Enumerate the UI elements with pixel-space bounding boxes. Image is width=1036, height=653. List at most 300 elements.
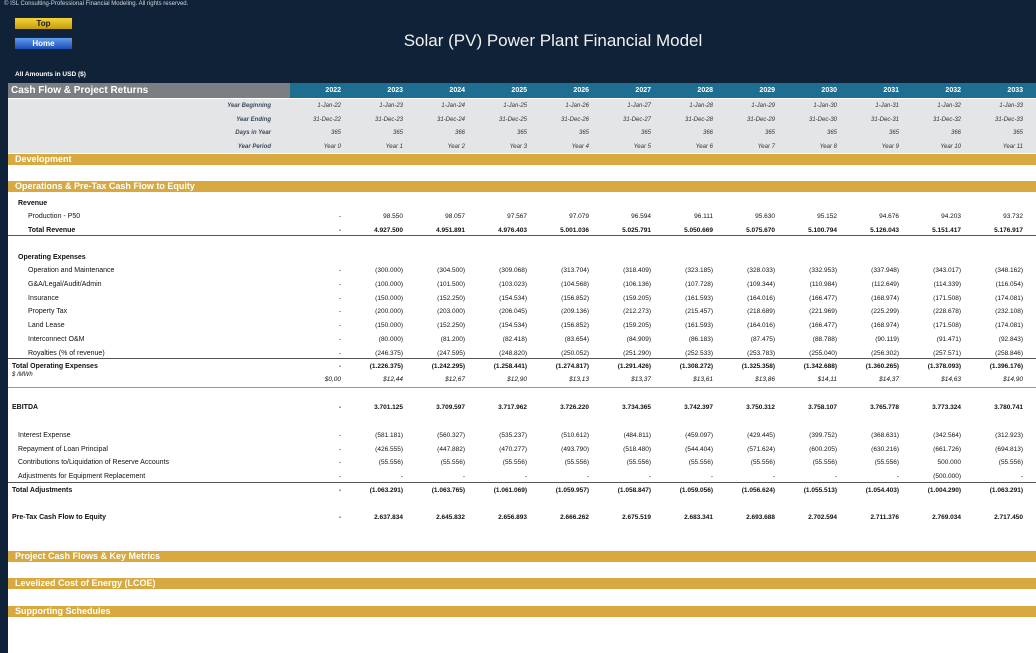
cell[interactable]: (91.471): [936, 336, 961, 343]
year-header[interactable]: 2026: [573, 87, 589, 94]
cell[interactable]: 96.111: [694, 213, 713, 220]
section-title: Development: [15, 154, 72, 164]
cell[interactable]: (1.063.291): [369, 487, 403, 494]
cell[interactable]: (55.556): [750, 459, 775, 466]
year-header[interactable]: 2028: [697, 87, 713, 94]
cell[interactable]: 98.057: [445, 213, 465, 220]
cell[interactable]: (81.200): [440, 336, 465, 343]
cell[interactable]: (84.909): [626, 336, 651, 343]
cell[interactable]: 5.050.669: [684, 227, 713, 234]
cell[interactable]: 3.726.220: [560, 404, 589, 411]
cell[interactable]: (152.250): [437, 295, 465, 302]
cell[interactable]: -: [710, 473, 713, 480]
cell[interactable]: (55.556): [626, 459, 651, 466]
cell[interactable]: 31-Dec-33: [994, 116, 1023, 123]
cell[interactable]: Year 6: [695, 143, 713, 150]
cell[interactable]: (164.016): [747, 322, 775, 329]
cell[interactable]: Year 10: [940, 143, 961, 150]
section-development[interactable]: [8, 154, 1036, 165]
cell[interactable]: (1.325.358): [741, 363, 775, 370]
cell[interactable]: (168.974): [871, 322, 899, 329]
cell[interactable]: 3.765.778: [870, 404, 899, 411]
cell[interactable]: Year 9: [881, 143, 899, 150]
cell[interactable]: (318.409): [623, 267, 651, 274]
cell[interactable]: 1-Jan-23: [379, 103, 403, 109]
cell[interactable]: (694.813): [995, 446, 1023, 453]
cell[interactable]: (343.017): [933, 267, 961, 274]
cell[interactable]: 94.203: [941, 213, 961, 220]
cell[interactable]: (100.000): [375, 281, 403, 288]
cell[interactable]: (90.119): [875, 336, 899, 343]
cell[interactable]: (493.790): [561, 446, 589, 453]
cell[interactable]: 94.676: [879, 213, 899, 220]
cell[interactable]: 3.717.962: [498, 404, 527, 411]
cell[interactable]: -: [400, 473, 403, 480]
cell[interactable]: 3.734.365: [622, 404, 651, 411]
cell[interactable]: 365: [578, 130, 589, 136]
section-operations[interactable]: [8, 181, 1036, 192]
cell[interactable]: (247.595): [437, 350, 465, 357]
cell[interactable]: (342.564): [933, 432, 961, 439]
cell[interactable]: 5.176.917: [994, 227, 1023, 234]
cell[interactable]: (1.258.441): [493, 363, 527, 370]
cell[interactable]: (152.250): [437, 322, 465, 329]
cell[interactable]: Year 7: [757, 143, 775, 150]
cell[interactable]: -: [338, 267, 341, 274]
cell[interactable]: 5.001.036: [560, 227, 589, 234]
cell[interactable]: 5.100.794: [808, 227, 837, 234]
cell[interactable]: 97.567: [507, 213, 527, 220]
cell[interactable]: 1-Jan-32: [937, 103, 961, 109]
cell[interactable]: $13,13: [569, 376, 589, 383]
cell[interactable]: (257.571): [933, 350, 961, 357]
cell[interactable]: -: [338, 227, 341, 234]
cell[interactable]: (232.108): [995, 308, 1023, 315]
cell[interactable]: -: [896, 473, 899, 480]
cell[interactable]: (215.457): [685, 308, 713, 315]
section-project-cash-flows[interactable]: [8, 551, 1036, 562]
section-supporting-schedules[interactable]: [8, 606, 1036, 617]
top-button[interactable]: Top: [14, 17, 73, 30]
cell[interactable]: (255.040): [809, 350, 837, 357]
cell[interactable]: (114.339): [933, 281, 961, 288]
cell[interactable]: 2.637.834: [374, 514, 403, 521]
cell[interactable]: 2.666.262: [560, 514, 589, 521]
cell[interactable]: (55.556): [378, 459, 403, 466]
cell[interactable]: (447.882): [437, 446, 465, 453]
cell[interactable]: $13,61: [693, 376, 713, 383]
cell[interactable]: 366: [950, 130, 961, 136]
cell[interactable]: 5.126.043: [870, 227, 899, 234]
cell[interactable]: 1-Jan-24: [441, 103, 465, 109]
cell[interactable]: 5.025.791: [622, 227, 651, 234]
cell[interactable]: (309.068): [499, 267, 527, 274]
cell[interactable]: (661.726): [933, 446, 961, 453]
cell[interactable]: (156.852): [561, 295, 589, 302]
cell[interactable]: -: [586, 473, 589, 480]
row-property-tax: [8, 305, 1036, 319]
cell[interactable]: -: [648, 473, 651, 480]
row-interest-expense: [8, 429, 1036, 443]
year-header[interactable]: 2027: [635, 87, 651, 94]
cell[interactable]: 3.780.741: [994, 404, 1023, 411]
cell[interactable]: (86.183): [688, 336, 713, 343]
cell[interactable]: Year 3: [509, 143, 527, 150]
row-label: EBITDA: [12, 404, 39, 411]
cell[interactable]: (87.475): [750, 336, 775, 343]
cell[interactable]: (304.500): [437, 267, 465, 274]
cell[interactable]: (459.097): [685, 432, 713, 439]
cell[interactable]: 365: [888, 130, 899, 136]
cell[interactable]: (500.000): [933, 473, 961, 480]
cell[interactable]: (228.678): [933, 308, 961, 315]
cell[interactable]: 4.951.891: [436, 227, 465, 234]
cell[interactable]: (1.055.513): [803, 487, 837, 494]
cell[interactable]: -: [338, 473, 341, 480]
year-header[interactable]: 2024: [449, 87, 465, 94]
cell[interactable]: Year 0: [323, 143, 341, 150]
divider: [8, 482, 1036, 483]
cell[interactable]: (212.273): [623, 308, 651, 315]
cell[interactable]: 2.693.688: [746, 514, 775, 521]
cell[interactable]: 1-Jan-25: [503, 103, 527, 109]
cell[interactable]: 2.769.034: [932, 514, 961, 521]
cell[interactable]: 31-Dec-24: [436, 116, 465, 123]
cell[interactable]: -: [338, 281, 341, 288]
cell[interactable]: (1.004.290): [927, 487, 961, 494]
cell[interactable]: (112.649): [871, 281, 899, 288]
cell[interactable]: (250.052): [561, 350, 589, 357]
cell[interactable]: 1-Jan-31: [875, 103, 899, 109]
cell[interactable]: Year 8: [819, 143, 837, 150]
cell[interactable]: (154.534): [499, 295, 527, 302]
cell[interactable]: 1-Jan-29: [751, 103, 775, 109]
cell[interactable]: (116.054): [995, 281, 1023, 288]
year-header[interactable]: 2033: [1007, 87, 1023, 94]
cell[interactable]: 95.152: [817, 213, 837, 220]
row-label: Royalties (% of revenue): [28, 350, 105, 357]
cell[interactable]: -: [338, 487, 341, 494]
cell[interactable]: (55.556): [688, 459, 713, 466]
cell[interactable]: (258.846): [995, 350, 1023, 357]
cell[interactable]: $14,11: [817, 376, 837, 383]
cell[interactable]: 2.702.594: [808, 514, 837, 521]
row-label: Production - P50: [28, 213, 81, 220]
cell[interactable]: Year 2: [447, 143, 465, 150]
home-button[interactable]: Home: [14, 37, 73, 50]
cell[interactable]: (1.308.272): [679, 363, 713, 370]
cell[interactable]: 3.709.597: [436, 404, 465, 411]
cell[interactable]: -: [338, 213, 341, 220]
spreadsheet[interactable]: [8, 83, 1036, 653]
cell[interactable]: (166.477): [809, 322, 837, 329]
cell[interactable]: (104.568): [561, 281, 589, 288]
cell[interactable]: (168.974): [871, 295, 899, 302]
cell[interactable]: (83.654): [564, 336, 589, 343]
cell[interactable]: (510.612): [561, 432, 589, 439]
cell[interactable]: (1.056.624): [741, 487, 775, 494]
cell[interactable]: (256.302): [871, 350, 899, 357]
cell[interactable]: -: [338, 446, 341, 453]
cell[interactable]: 5.151.417: [932, 227, 961, 234]
year-header[interactable]: 2030: [821, 87, 837, 94]
cell[interactable]: (55.556): [998, 459, 1023, 466]
row-label: Repayment of Loan Principal: [18, 446, 108, 453]
cell[interactable]: -: [338, 322, 341, 329]
cell[interactable]: (150.000): [375, 322, 403, 329]
cell[interactable]: 97.079: [569, 213, 589, 220]
cell[interactable]: $12,44: [383, 376, 403, 383]
cell[interactable]: -: [338, 350, 341, 357]
cell[interactable]: (161.593): [685, 322, 713, 329]
cell[interactable]: (171.508): [933, 322, 961, 329]
cell[interactable]: (600.205): [809, 446, 837, 453]
cell[interactable]: 365: [1012, 130, 1023, 136]
cell[interactable]: -: [338, 514, 341, 521]
cell[interactable]: Year 1: [385, 143, 403, 150]
cell[interactable]: (82.418): [502, 336, 527, 343]
cell[interactable]: (399.752): [809, 432, 837, 439]
cell[interactable]: (171.508): [933, 295, 961, 302]
cell[interactable]: -: [338, 308, 341, 315]
cell[interactable]: 5.075.670: [746, 227, 775, 234]
cell[interactable]: 2.683.341: [684, 514, 713, 521]
cell[interactable]: (203.000): [437, 308, 465, 315]
cell[interactable]: (1.063.291): [989, 487, 1023, 494]
cell[interactable]: 500.000: [937, 459, 961, 466]
cell[interactable]: 31-Dec-25: [498, 116, 527, 123]
cell[interactable]: (156.852): [561, 322, 589, 329]
cell[interactable]: (164.016): [747, 295, 775, 302]
cell[interactable]: (150.000): [375, 295, 403, 302]
row-interconnect-om: [8, 333, 1036, 347]
cell[interactable]: (484.811): [623, 432, 651, 439]
row-total-adjustments: [8, 484, 1036, 498]
cell[interactable]: -: [338, 404, 341, 411]
cell[interactable]: 365: [764, 130, 775, 136]
cell[interactable]: 366: [702, 130, 713, 136]
cell[interactable]: (206.045): [499, 308, 527, 315]
cell[interactable]: $12,90: [507, 376, 527, 383]
cell[interactable]: (630.216): [871, 446, 899, 453]
row-ebitda: [8, 401, 1036, 415]
cell[interactable]: (518.480): [623, 446, 651, 453]
cell[interactable]: 31-Dec-30: [808, 116, 837, 123]
cell[interactable]: 1-Jan-26: [565, 103, 589, 109]
cell[interactable]: (1.058.847): [617, 487, 651, 494]
cell[interactable]: -: [338, 432, 341, 439]
cell[interactable]: (174.081): [995, 322, 1023, 329]
cell[interactable]: 4.976.403: [498, 227, 527, 234]
cell[interactable]: (1.061.069): [493, 487, 527, 494]
cell[interactable]: (571.624): [747, 446, 775, 453]
cell[interactable]: $13,86: [755, 376, 775, 383]
cell[interactable]: 31-Dec-31: [870, 116, 899, 123]
cell[interactable]: Year 5: [633, 143, 651, 150]
cell[interactable]: (103.023): [499, 281, 527, 288]
cell[interactable]: (1.059.056): [679, 487, 713, 494]
cell[interactable]: (55.556): [874, 459, 899, 466]
cell[interactable]: 31-Dec-22: [312, 116, 341, 123]
cell[interactable]: -: [1020, 473, 1023, 480]
cell[interactable]: -: [462, 473, 465, 480]
cell[interactable]: 3.701.125: [374, 404, 403, 411]
cell[interactable]: -: [524, 473, 527, 480]
cell[interactable]: (560.327): [437, 432, 465, 439]
cell[interactable]: (300.000): [375, 267, 403, 274]
cell[interactable]: (544.404): [685, 446, 713, 453]
cell[interactable]: (252.533): [685, 350, 713, 357]
cell[interactable]: 1-Jan-30: [813, 103, 837, 109]
cell[interactable]: $13,37: [631, 376, 651, 383]
cell[interactable]: (55.556): [502, 459, 527, 466]
cell[interactable]: (323.185): [685, 267, 713, 274]
cell[interactable]: $14,90: [1003, 376, 1023, 383]
cell[interactable]: (581.181): [375, 432, 403, 439]
cell[interactable]: 1-Jan-28: [689, 103, 713, 109]
cell[interactable]: 96.594: [631, 213, 651, 220]
cell[interactable]: 1-Jan-22: [317, 103, 341, 109]
cell[interactable]: (328.033): [747, 267, 775, 274]
cell[interactable]: (92.843): [998, 336, 1023, 343]
cell[interactable]: 2.675.519: [622, 514, 651, 521]
cell[interactable]: (80.000): [378, 336, 403, 343]
cell[interactable]: 2.645.832: [436, 514, 465, 521]
timeline-label: Year Period: [237, 143, 271, 150]
cell[interactable]: (101.500): [437, 281, 465, 288]
cell[interactable]: (426.555): [375, 446, 403, 453]
year-header[interactable]: 2022: [325, 87, 341, 94]
cell[interactable]: 1-Jan-27: [627, 103, 651, 109]
cell[interactable]: (209.136): [561, 308, 589, 315]
row-label: G&A/Legal/Audit/Admin: [28, 281, 102, 288]
cell[interactable]: 365: [330, 130, 341, 136]
year-header[interactable]: 2023: [387, 87, 403, 94]
cell[interactable]: (1.242.295): [431, 363, 465, 370]
cell[interactable]: 31-Dec-29: [746, 116, 775, 123]
cell[interactable]: (1.360.265): [865, 363, 899, 370]
sheet-title[interactable]: Cash Flow & Project Returns: [8, 83, 290, 98]
cell[interactable]: (1.063.765): [431, 487, 465, 494]
timeline-row: [8, 113, 1036, 127]
cell[interactable]: -: [338, 363, 341, 370]
cell[interactable]: Year 11: [1002, 143, 1023, 150]
cell[interactable]: -: [772, 473, 775, 480]
cell[interactable]: (174.081): [995, 295, 1023, 302]
cell[interactable]: (1.396.176): [989, 363, 1023, 370]
cell[interactable]: (246.375): [375, 350, 403, 357]
cell[interactable]: (159.205): [623, 295, 651, 302]
cell[interactable]: 365: [826, 130, 837, 136]
cell[interactable]: (1.054.403): [865, 487, 899, 494]
section-lcoe[interactable]: [8, 578, 1036, 589]
cell[interactable]: 95.630: [755, 213, 775, 220]
cell[interactable]: (248.820): [499, 350, 527, 357]
cell[interactable]: 31-Dec-27: [622, 116, 651, 123]
cell[interactable]: (106.136): [623, 281, 651, 288]
cell[interactable]: (1.342.688): [803, 363, 837, 370]
cell[interactable]: $14,63: [941, 376, 961, 383]
cell[interactable]: 2.717.450: [994, 514, 1023, 521]
year-header[interactable]: 2029: [759, 87, 775, 94]
cell[interactable]: 366: [454, 130, 465, 136]
cell[interactable]: 3.758.107: [808, 404, 837, 411]
cell[interactable]: (109.344): [747, 281, 775, 288]
cell[interactable]: (110.984): [809, 281, 837, 288]
cell[interactable]: (429.445): [747, 432, 775, 439]
cell[interactable]: 3.742.397: [684, 404, 713, 411]
cell[interactable]: (107.728): [685, 281, 713, 288]
cell[interactable]: (221.969): [809, 308, 837, 315]
cell[interactable]: 31-Dec-23: [374, 116, 403, 123]
cell[interactable]: (348.162): [995, 267, 1023, 274]
year-header[interactable]: 2031: [883, 87, 899, 94]
cell[interactable]: -: [834, 473, 837, 480]
row-insurance: [8, 292, 1036, 306]
cell[interactable]: (1.226.375): [369, 363, 403, 370]
cell[interactable]: (154.534): [499, 322, 527, 329]
cell[interactable]: (1.059.957): [555, 487, 589, 494]
cell[interactable]: 365: [640, 130, 651, 136]
cell[interactable]: 93.732: [1003, 213, 1023, 220]
cell[interactable]: 31-Dec-32: [932, 116, 961, 123]
cell[interactable]: (313.704): [561, 267, 589, 274]
cell[interactable]: (200.000): [375, 308, 403, 315]
cell[interactable]: (1.378.093): [927, 363, 961, 370]
cell[interactable]: 365: [392, 130, 403, 136]
cell[interactable]: 4.927.500: [374, 227, 403, 234]
cell[interactable]: -: [338, 295, 341, 302]
cell[interactable]: (166.477): [809, 295, 837, 302]
cell[interactable]: -: [338, 459, 341, 466]
cell[interactable]: (225.299): [871, 308, 899, 315]
cell[interactable]: 3.750.312: [746, 404, 775, 411]
year-header[interactable]: 2025: [511, 87, 527, 94]
cell[interactable]: (312.923): [995, 432, 1023, 439]
cell[interactable]: (1.274.817): [555, 363, 589, 370]
cell[interactable]: (470.277): [499, 446, 527, 453]
cell[interactable]: (337.948): [871, 267, 899, 274]
cell[interactable]: (55.556): [440, 459, 465, 466]
cell[interactable]: (251.290): [623, 350, 651, 357]
cell[interactable]: 31-Dec-26: [560, 116, 589, 123]
cell[interactable]: (88.788): [812, 336, 837, 343]
cell[interactable]: (1.291.426): [617, 363, 651, 370]
year-header[interactable]: 2032: [945, 87, 961, 94]
cell[interactable]: $0,00: [324, 376, 341, 383]
cell[interactable]: 1-Jan-33: [999, 103, 1023, 109]
cell[interactable]: 365: [516, 130, 527, 136]
cell[interactable]: 3.773.324: [932, 404, 961, 411]
cell[interactable]: 31-Dec-28: [684, 116, 713, 123]
cell[interactable]: (161.593): [685, 295, 713, 302]
cell[interactable]: (55.556): [564, 459, 589, 466]
cell[interactable]: (535.237): [499, 432, 527, 439]
cell[interactable]: (253.783): [747, 350, 775, 357]
cell[interactable]: 2.656.893: [498, 514, 527, 521]
cell[interactable]: Year 4: [571, 143, 589, 150]
cell[interactable]: (218.689): [747, 308, 775, 315]
cell[interactable]: $12,67: [445, 376, 465, 383]
cell[interactable]: 2.711.376: [870, 514, 899, 521]
cell[interactable]: (368.631): [871, 432, 899, 439]
cell[interactable]: (55.556): [812, 459, 837, 466]
cell[interactable]: (159.205): [623, 322, 651, 329]
cell[interactable]: 98.550: [383, 213, 403, 220]
cell[interactable]: $14,37: [879, 376, 899, 383]
cell[interactable]: (332.953): [809, 267, 837, 274]
cell[interactable]: -: [338, 336, 341, 343]
